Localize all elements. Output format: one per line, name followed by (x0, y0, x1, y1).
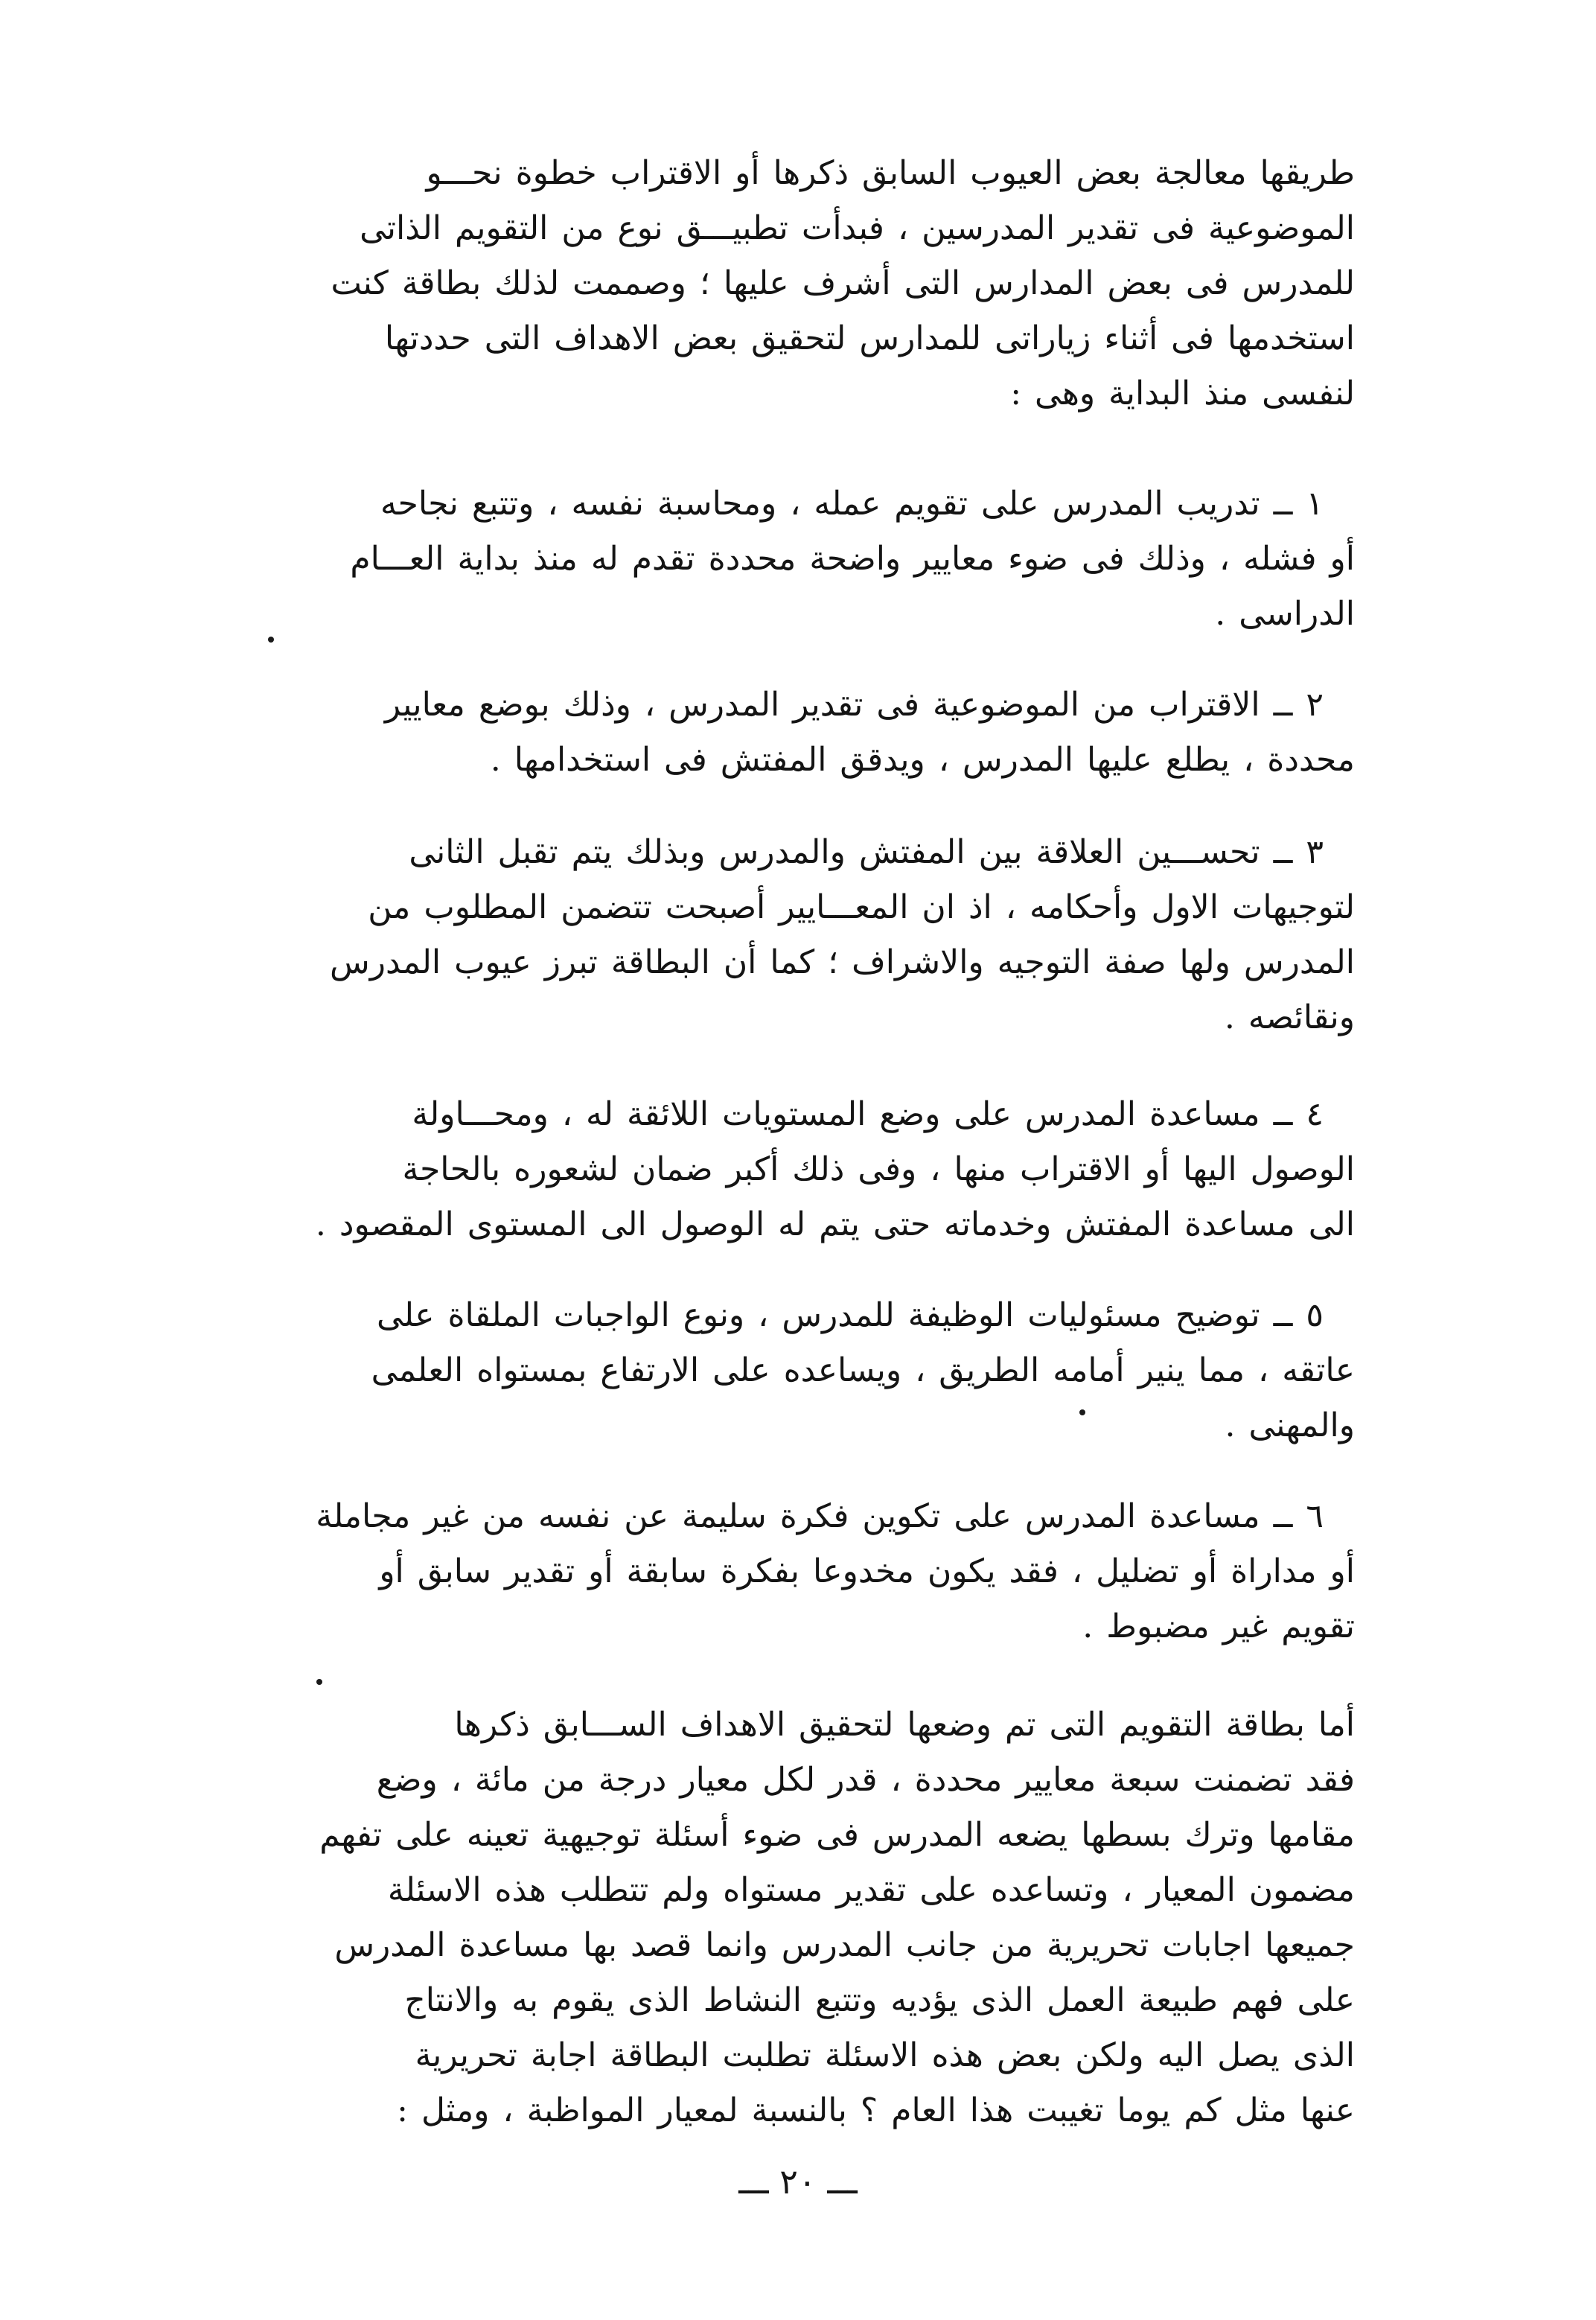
text-line: طريقها معالجة بعض العيوب السابق ذكرها أو الاقتراب خطوة نحـــو (426, 154, 1355, 192)
text-line: تقويم غير مضبوط . (1082, 1607, 1355, 1645)
closing-paragraph (223, 1698, 1355, 2138)
text-line: الذى يصل اليه ولكن بعض هذه الاسئلة تطلبت البطاقة اجابة تحريرية (415, 2036, 1355, 2074)
text-line: ٥ ــ توضيح مسئوليات الوظيفة للمدرس ، ونوع الواجبات الملقاة على (376, 1296, 1324, 1334)
text-line: ٤ ــ مساعدة المدرس على وضع المستويات اللائقة له ، ومحـــاولة (412, 1095, 1324, 1133)
text-line: فقد تضمنت سبعة معايير محددة ، قدر لكل معيار درجة من مائة ، وضع (376, 1761, 1355, 1799)
text-line: مضمون المعيار ، وتساعده على تقدير مستواه ولم تتطلب هذه الاسئلة (387, 1871, 1355, 1909)
text-line: الموضوعية فى تقدير المدرسين ، فبدأت تطبيـــق نوع من التقويم الذاتى (360, 209, 1355, 247)
text-line: على فهم طبيعة العمل الذى يؤديه وتتبع النشاط الذى يقوم به والانتاج (404, 1981, 1355, 2019)
text-line: ١ ــ تدريب المدرس على تقويم عمله ، ومحاسبة نفسه ، وتتبع نجاحه (380, 485, 1324, 523)
text-line: استخدمها فى أثناء زياراتى للمدارس لتحقيق بعض الاهداف التى حددتها (384, 319, 1355, 357)
text-line: مقامها وترك بسطها يضعه المدرس فى ضوء أسئلة توجيهية تعينه على تفهم (319, 1816, 1355, 1854)
text-line: ٢ ــ الاقتراب من الموضوعية فى تقدير المدرس ، وذلك بوضع معايير (384, 686, 1324, 724)
text-line: أما بطاقة التقويم التى تم وضعها لتحقيق الاهداف الســـابق ذكرها (454, 1706, 1355, 1744)
scan-speck (1079, 1409, 1085, 1415)
text-line: أو فشله ، وذلك فى ضوء معايير واضحة محددة تقدم له منذ بداية العـــام (350, 540, 1355, 578)
text-line: الوصول اليها أو الاقتراب منها ، وفى ذلك أكبر ضمان لشعوره بالحاجة (402, 1150, 1355, 1188)
text-line: الدراسى . (1215, 595, 1355, 633)
text-line: أو مداراة أو تضليل ، فقد يكون مخدوعا بفكرة سابقة أو تقدير سابق أو (379, 1552, 1355, 1590)
goal-item-3 (223, 825, 1355, 1045)
text-line: ٣ ــ تحســـين العلاقة بين المفتش والمدرس وبذلك يتم تقبل الثانى (409, 833, 1324, 871)
text-line: لنفسى منذ البداية وهى : (1010, 375, 1355, 412)
text-line: ونقائصه . (1224, 998, 1355, 1036)
goal-item-4 (223, 1087, 1355, 1252)
text-line: لتوجيهات الاول وأحكامه ، اذ ان المعـــايير أصبحت تتضمن المطلوب من (368, 888, 1355, 926)
goal-item-2 (223, 678, 1355, 788)
goal-item-5 (223, 1288, 1355, 1453)
text-line: عنها مثل كم يوما تغيبت هذا العام ؟ بالنسبة لمعيار المواظبة ، ومثل : (397, 2091, 1355, 2129)
text-line: الى مساعدة المفتش وخدماته حتى يتم له الوصول الى المستوى المقصود . (315, 1205, 1355, 1243)
intro-paragraph (223, 146, 1355, 421)
scan-speck (316, 1679, 322, 1685)
text-line: عاتقه ، مما ينير أمامه الطريق ، ويساعده على الارتفاع بمستواه العلمى (371, 1351, 1355, 1389)
text-line: والمهنى . (1225, 1406, 1355, 1444)
goal-item-1 (223, 477, 1355, 642)
scan-speck (268, 637, 274, 643)
text-line: للمدرس فى بعض المدارس التى أشرف عليها ؛ وصممت لذلك بطاقة كنت (331, 264, 1355, 302)
text-line: ٦ ــ مساعدة المدرس على تكوين فكرة سليمة عن نفسه من غير مجاملة (316, 1497, 1324, 1535)
text-line: جميعها اجابات تحريرية من جانب المدرس وانما قصد بها مساعدة المدرس (334, 1926, 1355, 1964)
goal-item-6 (223, 1489, 1355, 1654)
text-line: المدرس ولها صفة التوجيه والاشراف ؛ كما أن البطاقة تبرز عيوب المدرس (330, 943, 1355, 981)
page-number: ـــ ٢٠ ـــ (738, 2161, 858, 2202)
text-line: محددة ، يطلع عليها المدرس ، ويدقق المفتش فى استخدامها . (490, 741, 1355, 779)
